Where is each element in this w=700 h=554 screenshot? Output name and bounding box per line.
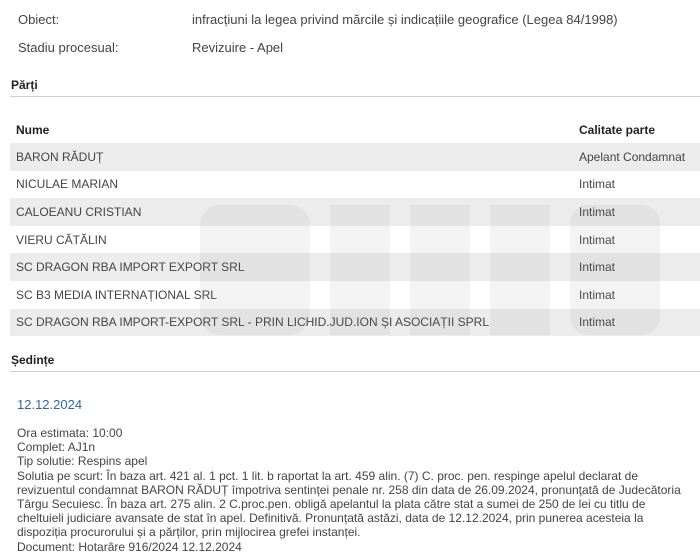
hearings-divider	[10, 371, 700, 372]
party-name: CALOEANU CRISTIAN	[10, 198, 573, 226]
table-row	[10, 226, 700, 254]
table-row	[10, 309, 700, 337]
party-name: VIERU CĂTĂLIN	[10, 226, 573, 254]
party-role: Intimat	[573, 226, 700, 254]
party-role: Intimat	[573, 198, 700, 226]
hearing-panel: Complet: AJ1n	[17, 440, 96, 455]
hearing-summary: Solutia pe scurt: În baza art. 421 al. 1 pct. 1 lit. b raportat la art. 459 alin. (7) C. proc. pen. respinge apelul declarat de revizuentul condamnat BARON RĂDUȚ împotriva sentinței penale nr. 258 din data de 26.09.2024, pronunțată de Judecătoria Târgu Secuiesc. În baza art. 275 alin. 2 C.proc.pen. obligă apelantul la plata către stat a sumei de 250 de lei cu titlu de cheltuieli judiciare avansate de stat în apel. Definitivă. Pronunțată astăzi, data de 12.12.2024, prin punerea acesteia la dispoziția procurorului și a părților, prin mijlocirea grefei instanței.	[17, 468, 681, 540]
party-name: SC B3 MEDIA INTERNAȚIONAL SRL	[10, 281, 573, 309]
case-object-row	[0, 12, 700, 38]
table-row	[10, 143, 700, 171]
hearing-date-link[interactable]: 12.12.2024	[17, 397, 83, 412]
party-name: NICULAE MARIAN	[10, 171, 573, 199]
parties-header-row	[10, 116, 700, 143]
case-stage-value: Revizuire - Apel	[192, 40, 284, 55]
party-name: SC DRAGON RBA IMPORT EXPORT SRL	[10, 253, 573, 281]
table-row	[10, 253, 700, 281]
party-role: Intimat	[573, 281, 700, 309]
party-role: Apelant Condamnat	[573, 143, 700, 171]
party-role: Intimat	[573, 253, 700, 281]
party-name: BARON RĂDUȚ	[10, 143, 573, 171]
case-object-label: Obiect:	[18, 12, 60, 27]
parties-section-title: Părți	[11, 78, 38, 92]
party-name: SC DRAGON RBA IMPORT-EXPORT SRL - PRIN LICHID.JUD.ION ȘI ASOCIAȚII SPRL	[10, 309, 573, 337]
hearing-time: Ora estimata: 10:00	[17, 426, 123, 440]
column-header-role: Calitate parte	[573, 116, 700, 143]
case-object-value: infracțiuni la legea privind mărcile și indicațiile geografice (Legea 84/1998)	[192, 12, 618, 27]
table-row	[10, 171, 700, 199]
parties-divider	[10, 96, 700, 97]
parties-table	[10, 116, 700, 336]
column-header-name: Nume	[10, 116, 573, 143]
hearing-details	[17, 426, 692, 554]
hearing-solution-type: Tip solutie: Respins apel	[17, 454, 148, 469]
case-stage-row	[0, 40, 700, 66]
table-row	[10, 281, 700, 309]
table-row	[10, 198, 700, 226]
party-role: Intimat	[573, 171, 700, 199]
hearing-document: Document: Hotarâre 916/2024 12.12.2024	[17, 539, 242, 554]
party-role: Intimat	[573, 309, 700, 337]
hearings-section-title: Ședințe	[11, 353, 55, 367]
case-stage-label: Stadiu procesual:	[18, 40, 119, 55]
